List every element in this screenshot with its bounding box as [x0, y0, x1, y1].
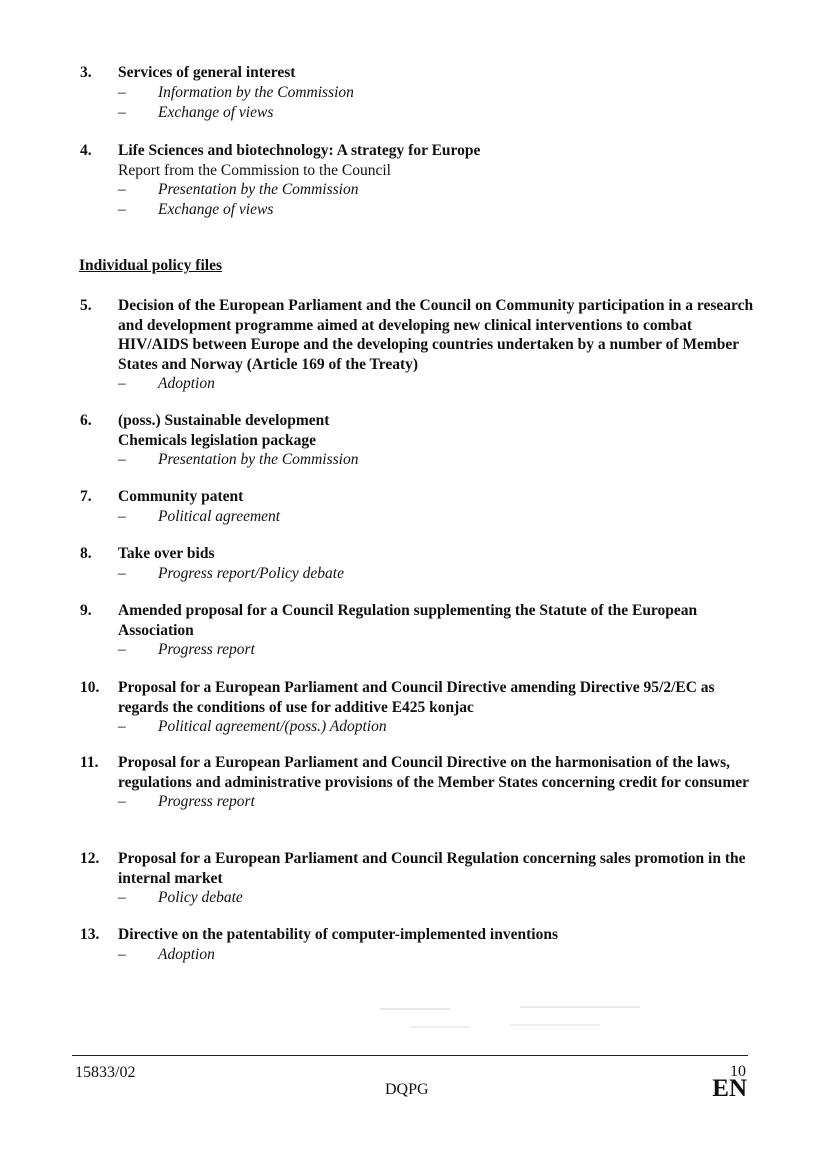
dash: – [118, 793, 126, 810]
dash: – [118, 507, 126, 525]
dash: – [118, 201, 126, 218]
sub-item-text: Progress report [158, 793, 255, 810]
item-title-line-2: Chemicals legislation package [118, 431, 317, 449]
item-number: 7. [80, 488, 92, 505]
item-number: 13. [80, 926, 100, 943]
item-title: Proposal for a European Parliament and Council Directive on the harmonisation of the laws, regulations and administrative provisions of the Member States concerning credit for consumer [118, 754, 750, 791]
scan-artifact [410, 1026, 470, 1028]
sub-item [118, 180, 758, 200]
dash: – [118, 103, 126, 121]
item-number: 3. [80, 64, 92, 81]
dash: – [118, 945, 126, 963]
item-title: Proposal for a European Parliament and Council Regulation concerning sales promotion in the internal market [118, 850, 746, 887]
dash: – [118, 718, 126, 735]
sub-item-text: Adoption [158, 945, 215, 963]
scan-artifact [380, 1008, 450, 1010]
sub-item-text: Progress report/Policy debate [158, 564, 344, 582]
dash: – [118, 889, 126, 906]
sub-item-text: Information by the Commission [158, 83, 354, 101]
dash: – [118, 83, 126, 101]
item-number: 11. [80, 754, 99, 771]
sub-item-text: Presentation by the Commission [158, 451, 359, 468]
sub-item-text: Exchange of views [158, 201, 274, 218]
item-number: 6. [80, 412, 92, 429]
item-number: 8. [80, 545, 92, 562]
item-title: Community patent [118, 488, 244, 505]
item-title: Services of general interest [118, 64, 296, 81]
sub-item [118, 83, 758, 103]
sub-item-text: Adoption [158, 375, 215, 392]
sub-item [118, 103, 758, 123]
item-note: Report from the Commission to the Council [118, 161, 391, 179]
sub-item [118, 564, 758, 584]
item-title: Proposal for a European Parliament and Council Directive amending Directive 95/2/EC as regards the conditions of use for additive E425 konjac [118, 679, 715, 716]
sub-item-text: Exchange of views [158, 103, 274, 121]
item-title: Life Sciences and biotechnology: A strategy for Europe [118, 142, 481, 159]
item-title: Amended proposal for a Council Regulation supplementing the Statute of the European Association [118, 602, 698, 639]
sub-item [118, 888, 758, 908]
item-title: (poss.) Sustainable development [118, 412, 330, 429]
item-title: Directive on the patentability of computer-implemented inventions [118, 926, 558, 943]
language-code: EN [712, 1075, 747, 1102]
item-number: 5. [80, 297, 92, 314]
sub-item [118, 507, 758, 527]
dash: – [118, 375, 126, 392]
page-number: 10 [730, 1063, 746, 1080]
dash: – [118, 641, 126, 658]
sub-item [118, 200, 758, 220]
sub-item-text: Political agreement [158, 507, 281, 525]
item-title: Decision of the European Parliament and the Council on Community participation in a research and development programme aimed at developing new clinical interventions to combat HIV/AIDS between Europe and the developing countries undertaken by a number of Member States and Norway (Article 169 of the Treaty) [118, 297, 754, 373]
dash: – [118, 181, 126, 198]
sub-item [118, 717, 758, 737]
sub-item [118, 792, 758, 812]
sub-item-text: Presentation by the Commission [158, 181, 359, 198]
item-number: 10. [80, 679, 100, 696]
sub-item [118, 450, 758, 470]
item-number: 9. [80, 602, 92, 619]
sub-item-text: Progress report [158, 641, 255, 658]
sub-item [118, 945, 758, 965]
dash: – [118, 564, 126, 582]
dash: – [118, 451, 126, 468]
sub-item-text: Political agreement/(poss.) Adoption [158, 718, 387, 735]
item-number: 12. [80, 850, 100, 867]
item-title: Take over bids [118, 545, 215, 562]
section-heading: Individual policy files [79, 257, 222, 274]
sub-item [118, 640, 758, 660]
item-number: 4. [80, 142, 92, 159]
scan-artifact [510, 1024, 600, 1026]
sub-item-text: Policy debate [158, 889, 243, 906]
sub-item [118, 374, 758, 394]
unit-code: DQPG [385, 1081, 429, 1098]
footer-rule [72, 1055, 748, 1056]
document-reference: 15833/02 [75, 1064, 136, 1081]
scan-artifact [520, 1006, 640, 1008]
